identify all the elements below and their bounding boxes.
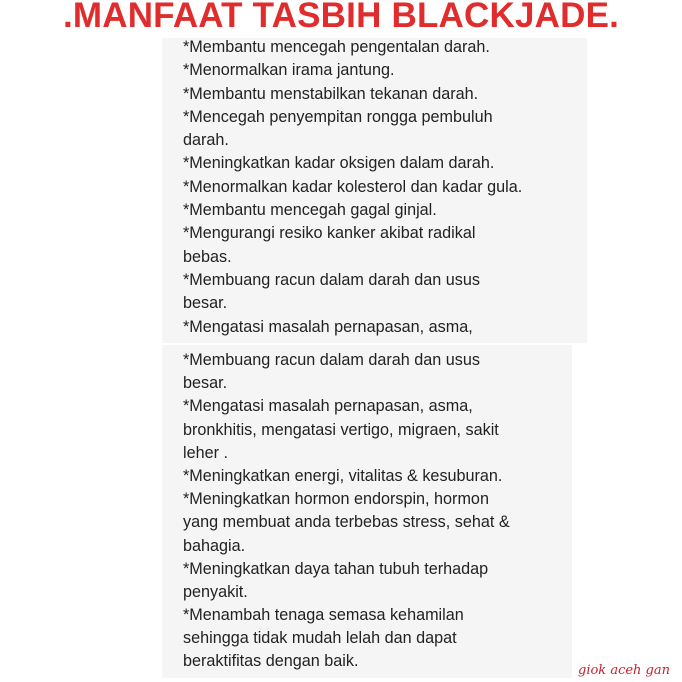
list-item: bronkhitis, mengatasi vertigo, migraen, sakit	[183, 420, 499, 439]
list-item: *Mengatasi masalah pernapasan, asma,	[183, 317, 473, 336]
list-item: bahagia.	[183, 536, 246, 555]
benefit-list-top	[183, 36, 522, 339]
list-item: *Membuang racun dalam darah dan usus	[183, 351, 480, 369]
signature-watermark: giok aceh gan	[578, 663, 670, 678]
list-item: *Membantu mencegah pengentalan darah.	[183, 38, 490, 56]
list-item: besar.	[183, 374, 228, 393]
list-item: leher .	[183, 443, 228, 462]
list-item: *Menormalkan irama jantung.	[183, 61, 395, 80]
list-item: *Mencegah penyempitan rongga pembuluh	[183, 107, 493, 126]
list-item: *Meningkatkan daya tahan tubuh terhadap	[183, 559, 489, 578]
list-item: *Meningkatkan energi, vitalitas & kesuburan.	[183, 466, 503, 485]
list-item: *Mengurangi resiko kanker akibat radikal	[183, 224, 476, 243]
list-item: beraktifitas dengan baik.	[183, 652, 359, 671]
list-item: *Meningkatkan kadar oksigen dalam darah.	[183, 154, 495, 173]
list-item: *Membuang racun dalam darah dan usus	[183, 270, 480, 289]
list-item: *Membantu menstabilkan tekanan darah.	[183, 84, 479, 103]
page-title: .MANFAAT TASBIH BLACKJADE.	[62, 0, 620, 35]
list-item: *Menormalkan kadar kolesterol dan kadar gula.	[183, 177, 523, 196]
benefit-list-bottom	[183, 349, 510, 674]
list-item: *Membantu mencegah gagal ginjal.	[183, 201, 437, 220]
list-item: *Meningkatkan hormon endorspin, hormon	[183, 490, 489, 509]
list-item: besar.	[183, 294, 228, 313]
list-item: sehingga tidak mudah lelah dan dapat	[183, 629, 457, 648]
list-item: darah.	[183, 131, 229, 150]
list-item: yang membuat anda terbebas stress, sehat &	[183, 513, 510, 532]
list-item: *Mengatasi masalah pernapasan, asma,	[183, 397, 473, 416]
list-item: *Menambah tenaga semasa kehamilan	[183, 606, 464, 625]
list-item: penyakit.	[183, 582, 248, 601]
list-item: bebas.	[183, 247, 232, 266]
